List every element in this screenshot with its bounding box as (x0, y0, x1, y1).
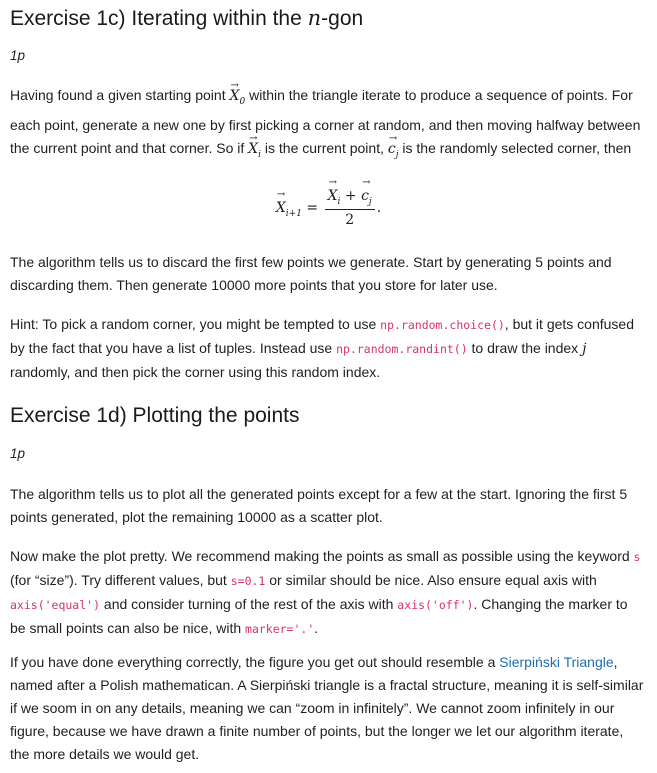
formula-period: . (376, 199, 382, 216)
vector-letter: X (248, 140, 259, 157)
text: within the triangle iterate to produce a sequence of points. For each point, generate a new one by first picking a corner at random, and then moving halfway between the current point and that corner. So if (10, 87, 641, 156)
vector-letter: c (387, 140, 396, 157)
text: If you have done everything correctly, the figure you get out should resemble a (10, 654, 500, 670)
formula-letter: X (327, 188, 338, 204)
formula-denominator: 2 (345, 211, 355, 228)
text: randomly, and then pick the corner using this random index. (10, 364, 381, 380)
exercise-1d-points: 1p (10, 446, 26, 461)
text: , but it gets confused by the fact that you have a list of tuples. Instead use (10, 316, 634, 356)
exercise-1c-paragraph-1 (10, 84, 645, 167)
text: Having found a given starting point (10, 87, 230, 103)
text: . (314, 620, 319, 636)
heading-text-suffix: -gon (321, 7, 364, 30)
text: , named after a Polish mathematican. A Sierpiński triangle is a fractal structure, meaning it is self-similar if we soom in on any details, meaning we can “zoom in infinitely”. We cannot zoom infinitely in our figure, because we have drawn a finite number of points, but the longer we let our algorithm iterate, the more details we would get. (10, 654, 644, 762)
exercise-1c-hint (10, 313, 645, 384)
text: or similar should be nice. Also ensure equal axis with (265, 572, 597, 588)
vector-subscript: i (258, 149, 262, 160)
formula-lhs (276, 200, 302, 219)
vector-subscript: j (395, 149, 399, 160)
formula-subscript: i (337, 196, 341, 207)
vector-cj (388, 138, 399, 167)
exercise-1d-paragraph-3 (10, 651, 645, 766)
exercise-1c-points: 1p (10, 48, 26, 63)
formula-plus: + (344, 188, 357, 204)
vector-x0 (229, 85, 245, 114)
vector-letter: X (229, 88, 240, 104)
exercise-1c-paragraph-2: The algorithm tells us to discard the first few points we generate. Start by generating 5 points and discarding them. Then generate 10000 more points that you store for later use. (10, 254, 612, 293)
sierpinski-triangle-link[interactable]: Sierpiński Triangle (499, 654, 614, 670)
formula-subscript: i+1 (285, 208, 302, 219)
inline-code: axis('off') (397, 598, 474, 612)
exercise-1d-paragraph-1: The algorithm tells us to plot all the generated points except for a few at the start. Ignoring the first 5 points generated, plot the remaining 10000 as a scatter plot. (10, 486, 628, 525)
vector-xi (248, 138, 261, 167)
text: . Changing the marker to be small points can also be nice, with (10, 596, 628, 636)
formula-equals: = (306, 199, 319, 216)
text: Hint: To pick a random corner, you might be tempted to use (10, 316, 381, 332)
formula-numerator (325, 188, 375, 210)
inline-code: axis('equal') (10, 598, 101, 612)
text: Now make the plot pretty. We recommend making the points as small as possible using the keyword (10, 548, 634, 564)
math-j: j (582, 341, 587, 357)
text: and consider turning of the rest of the axis with (100, 596, 398, 612)
inline-code: s (633, 550, 641, 564)
formula-letter: X (275, 199, 286, 216)
text: (for “size”). Try different values, but (10, 572, 231, 588)
inline-code: np.random.randint() (336, 342, 468, 356)
heading-math-n: n (307, 6, 322, 30)
vector-subscript: 0 (239, 96, 246, 107)
exercise-1c-heading (10, 4, 645, 33)
iteration-formula (0, 188, 657, 228)
formula-subscript: j (368, 196, 372, 207)
text: is the current point, (261, 139, 388, 156)
text: is the randomly selected corner, then (398, 139, 632, 156)
inline-code: np.random.choice() (380, 318, 505, 332)
formula-fraction (325, 188, 375, 228)
heading-text: Exercise 1c) Iterating within the (10, 7, 308, 30)
formula-letter: c (361, 188, 369, 204)
text: to draw the index (467, 340, 583, 356)
exercise-1d-paragraph-2 (10, 545, 645, 641)
exercise-1d-heading: Exercise 1d) Plotting the points (10, 404, 300, 427)
inline-code: marker='.' (245, 622, 315, 636)
inline-code: s=0.1 (230, 574, 266, 588)
